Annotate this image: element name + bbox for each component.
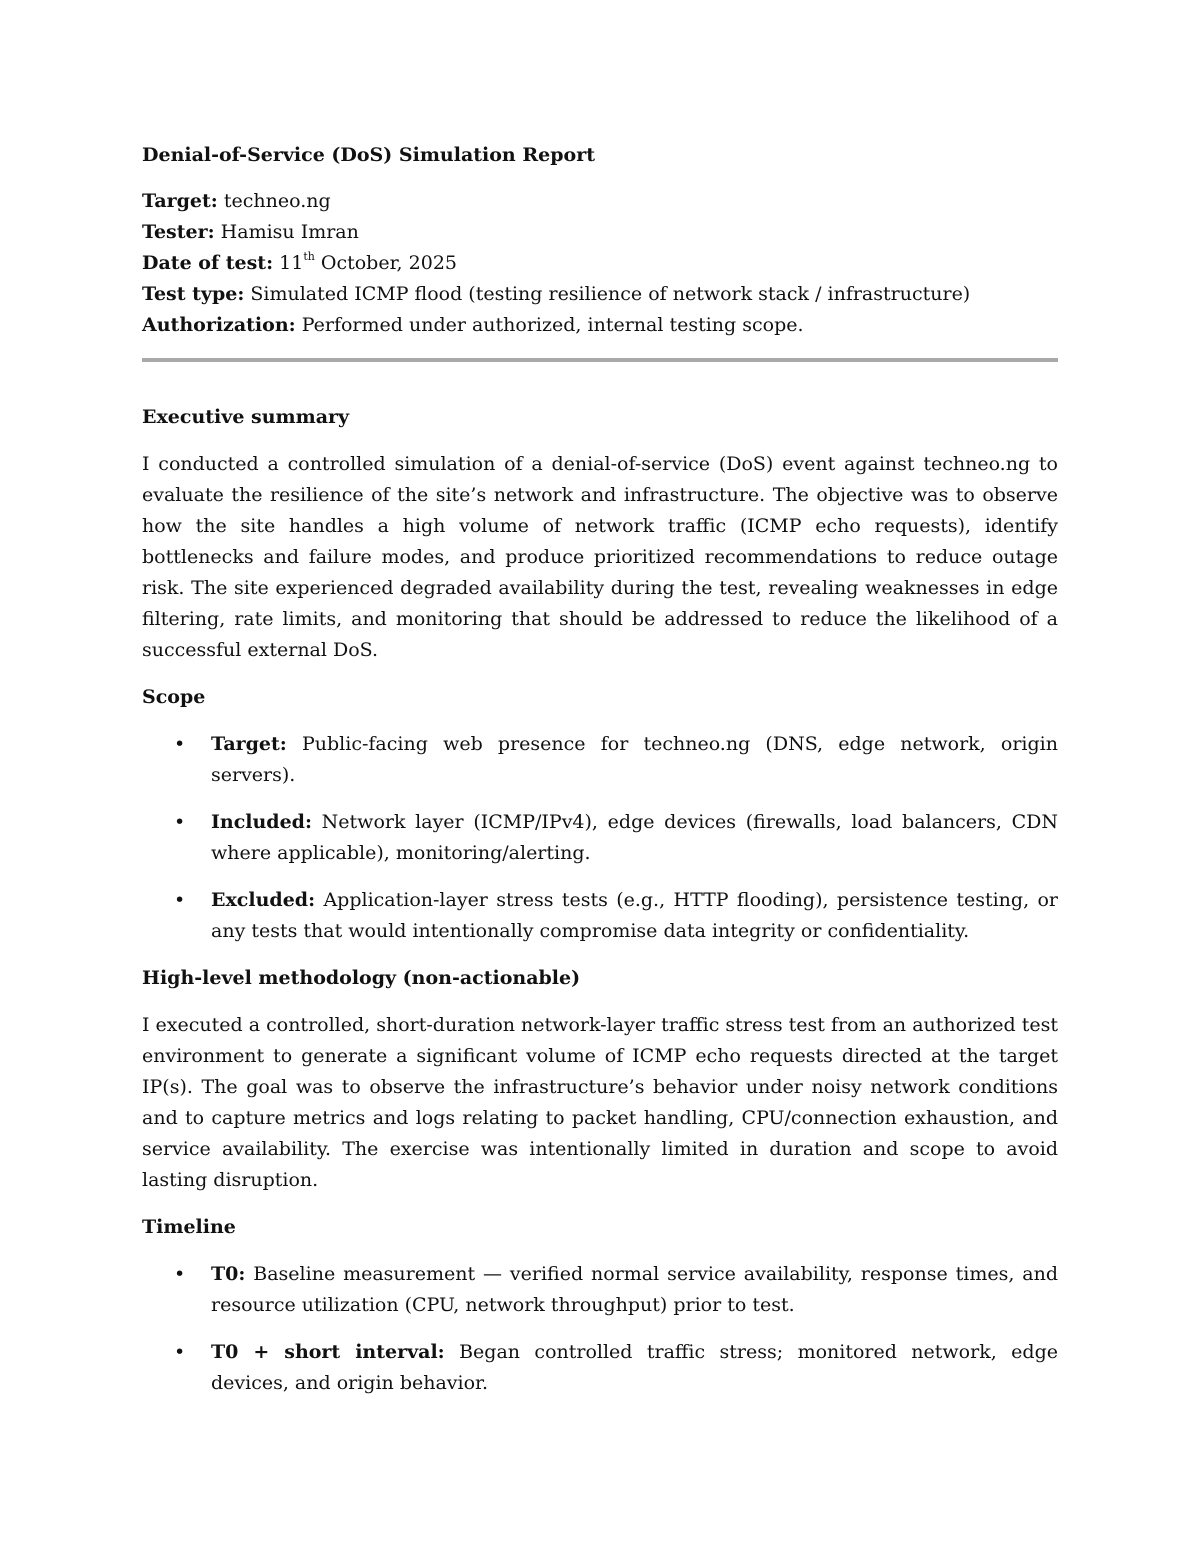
methodology-body: I executed a controlled, short-duration network-layer traffic stress test from an authorized test environment to generate a significant volume of ICMP echo requests directed at the target IP(s). The goal was to observe the infrastructure’s behavior under noisy network conditions and to capture metrics and logs relating to packet handling, CPU/connection exhaustion, and service availability. The exercise was intentionally limited in duration and scope to avoid lasting disruption. (142, 1014, 1058, 1191)
meta-date-label: Date of test: (142, 252, 274, 274)
meta-test-type (142, 279, 1058, 310)
meta-target-value: techneo.ng (217, 190, 331, 212)
scope-item-text: Public-facing web presence for techneo.ng (DNS, edge network, origin servers). (211, 733, 1058, 786)
list-item (142, 1259, 1058, 1321)
timeline-list (142, 1259, 1058, 1399)
list-item (142, 885, 1058, 947)
timeline-heading: Timeline (142, 1216, 236, 1238)
meta-authorization (142, 310, 1058, 341)
timeline-item-text: Began controlled traffic stress; monitored network, edge devices, and origin behavior. (211, 1341, 1058, 1394)
report-metadata (142, 186, 1058, 341)
report-title: Denial-of-Service (DoS) Simulation Report (142, 144, 595, 166)
horizontal-divider (142, 358, 1058, 362)
timeline-item-label: T0 + short interval: (211, 1341, 445, 1363)
meta-date-day: 11 (273, 252, 304, 274)
timeline-item-text: Baseline measurement — verified normal service availability, response times, and resource utilization (CPU, network throughput) prior to test. (211, 1263, 1058, 1316)
list-item (142, 1337, 1058, 1399)
scope-item-text: Network layer (ICMP/IPv4), edge devices (firewalls, load balancers, CDN where applicable), monitoring/alerting. (211, 811, 1058, 864)
scope-list (142, 729, 1058, 947)
timeline-item-label: T0: (211, 1263, 246, 1285)
meta-test-type-label: Test type: (142, 283, 245, 305)
meta-date-suffix: th (303, 249, 315, 263)
bullet-icon: • (174, 1263, 186, 1285)
bullet-icon: • (174, 889, 186, 911)
bullet-icon: • (174, 811, 186, 833)
scope-item-label: Included: (211, 811, 312, 833)
meta-authorization-label: Authorization: (142, 314, 296, 336)
scope-heading: Scope (142, 686, 206, 708)
scope-item-label: Excluded: (211, 889, 316, 911)
meta-test-type-value: Simulated ICMP flood (testing resilience of network stack / infrastructure) (244, 283, 971, 305)
meta-date (142, 248, 1058, 279)
list-item (142, 807, 1058, 869)
executive-summary-heading: Executive summary (142, 406, 350, 428)
meta-authorization-value: Performed under authorized, internal testing scope. (295, 314, 804, 336)
meta-tester-value: Hamisu Imran (214, 221, 359, 243)
bullet-icon: • (174, 733, 186, 755)
scope-item-label: Target: (211, 733, 287, 755)
meta-tester-label: Tester: (142, 221, 215, 243)
list-item (142, 729, 1058, 791)
document-page (142, 140, 1058, 1415)
scope-item-text: Application-layer stress tests (e.g., HTTP flooding), persistence testing, or any tests that would intentionally compromise data integrity or confidentiality. (211, 889, 1058, 942)
meta-target (142, 186, 1058, 217)
methodology-heading: High-level methodology (non-actionable) (142, 967, 581, 989)
bullet-icon: • (174, 1341, 186, 1363)
executive-summary-body: I conducted a controlled simulation of a denial-of-service (DoS) event against techneo.ng to evaluate the resilience of the site’s network and infrastructure. The objective was to observe how the site handles a high volume of network traffic (ICMP echo requests), identify bottlenecks and failure modes, and produce prioritized recommendations to reduce outage risk. The site experienced degraded availability during the test, revealing weaknesses in edge filtering, rate limits, and monitoring that should be addressed to reduce the likelihood of a successful external DoS. (142, 453, 1058, 661)
meta-target-label: Target: (142, 190, 218, 212)
meta-tester (142, 217, 1058, 248)
meta-date-rest: October, 2025 (314, 252, 457, 274)
